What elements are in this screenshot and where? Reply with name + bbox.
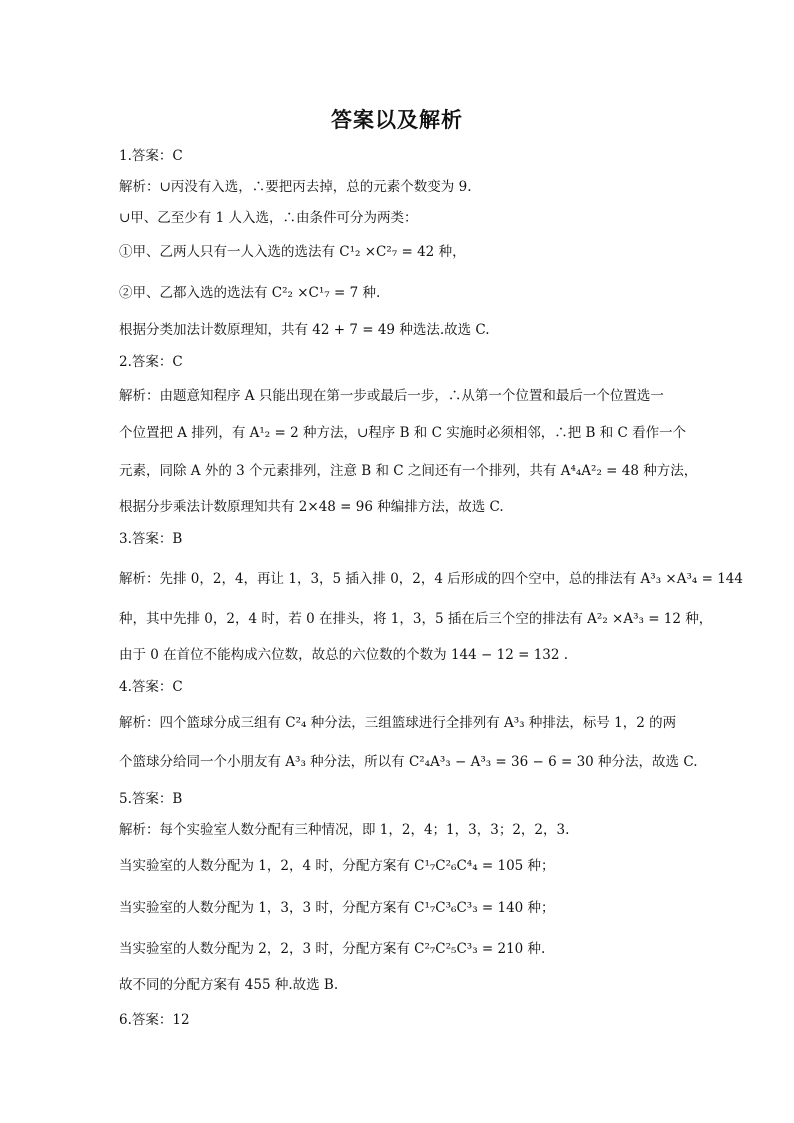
answer-1-line-1: 解析：∪丙没有入选，∴要把丙去掉，总的元素个数变为 9.	[119, 179, 472, 195]
answer-5-line-1: 解析：每个实验室人数分配有三种情况，即 1，2，4；1，3，3；2，2，3.	[119, 822, 570, 838]
answer-6-label: 6.答案：12	[119, 1012, 190, 1028]
answer-1-label: 1.答案：C	[119, 148, 183, 164]
answer-1-line-3: ①甲、乙两人只有一人入选的选法有 C¹₂ ×C²₇ = 42 种，	[119, 244, 466, 260]
answer-5-label: 5.答案：B	[119, 791, 183, 807]
answer-2-line-2: 个位置把 A 排列，有 A¹₂ = 2 种方法，∪程序 B 和 C 实施时必须相邻，∴把 B 和 C 看作一个	[119, 425, 687, 441]
answer-2-label: 2.答案：C	[119, 354, 183, 370]
answer-5-line-3: 当实验室的人数分配为 1，3，3 时，分配方案有 C¹₇C³₆C³₃ = 140 种；	[119, 900, 555, 916]
answer-4-label: 4.答案：C	[119, 679, 183, 695]
answer-1-line-5: 根据分类加法计数原理知，共有 42 + 7 = 49 种选法.故选 C.	[119, 322, 490, 338]
answer-1-line-2: ∪甲、乙至少有 1 人入选，∴由条件可分为两类：	[119, 210, 418, 226]
answer-4-line-1: 解析：四个篮球分成三组有 C²₄ 种分法，三组篮球进行全排列有 A³₃ 种排法，标号 1，2 的两	[119, 715, 677, 731]
answer-3-line-1: 解析：先排 0，2，4，再让 1，3，5 插入排 0，2，4 后形成的四个空中，总的排法有 A³₃ ×A³₄ = 144	[119, 571, 743, 587]
answer-2-line-4: 根据分步乘法计数原理知共有 2×48 = 96 种编排方法，故选 C.	[119, 499, 504, 515]
answer-2-line-3: 元素，同除 A 外的 3 个元素排列，注意 B 和 C 之间还有一个排列，共有 A⁴₄A²₂ = 48 种方法，	[119, 463, 698, 479]
answer-5-line-4: 当实验室的人数分配为 2，2，3 时，分配方案有 C²₇C²₅C³₃ = 210 种.	[119, 941, 546, 957]
answer-3-label: 3.答案：B	[119, 531, 183, 547]
answer-1-line-4: ②甲、乙都入选的选法有 C²₂ ×C¹₇ = 7 种.	[119, 285, 381, 301]
answer-3-line-2: 种，其中先排 0，2，4 时，若 0 在排头，将 1，3，5 插在后三个空的排法有 A²₂ ×A³₃ = 12 种，	[119, 611, 713, 627]
page-title: 答案以及解析	[331, 107, 463, 132]
answer-2-line-1: 解析：由题意知程序 A 只能出现在第一步或最后一步，∴从第一个位置和最后一个位置选一	[119, 388, 664, 404]
answer-3-line-3: 由于 0 在首位不能构成六位数，故总的六位数的个数为 144 − 12 = 132 .	[119, 647, 569, 663]
answer-5-line-2: 当实验室的人数分配为 1，2，4 时，分配方案有 C¹₇C²₆C⁴₄ = 105 种；	[119, 858, 555, 874]
answer-4-line-2: 个篮球分给同一个小朋友有 A³₃ 种分法，所以有 C²₄A³₃ − A³₃ = 36 − 6 = 30 种分法，故选 C.	[119, 754, 698, 770]
answer-5-line-5: 故不同的分配方案有 455 种.故选 B.	[119, 977, 339, 993]
